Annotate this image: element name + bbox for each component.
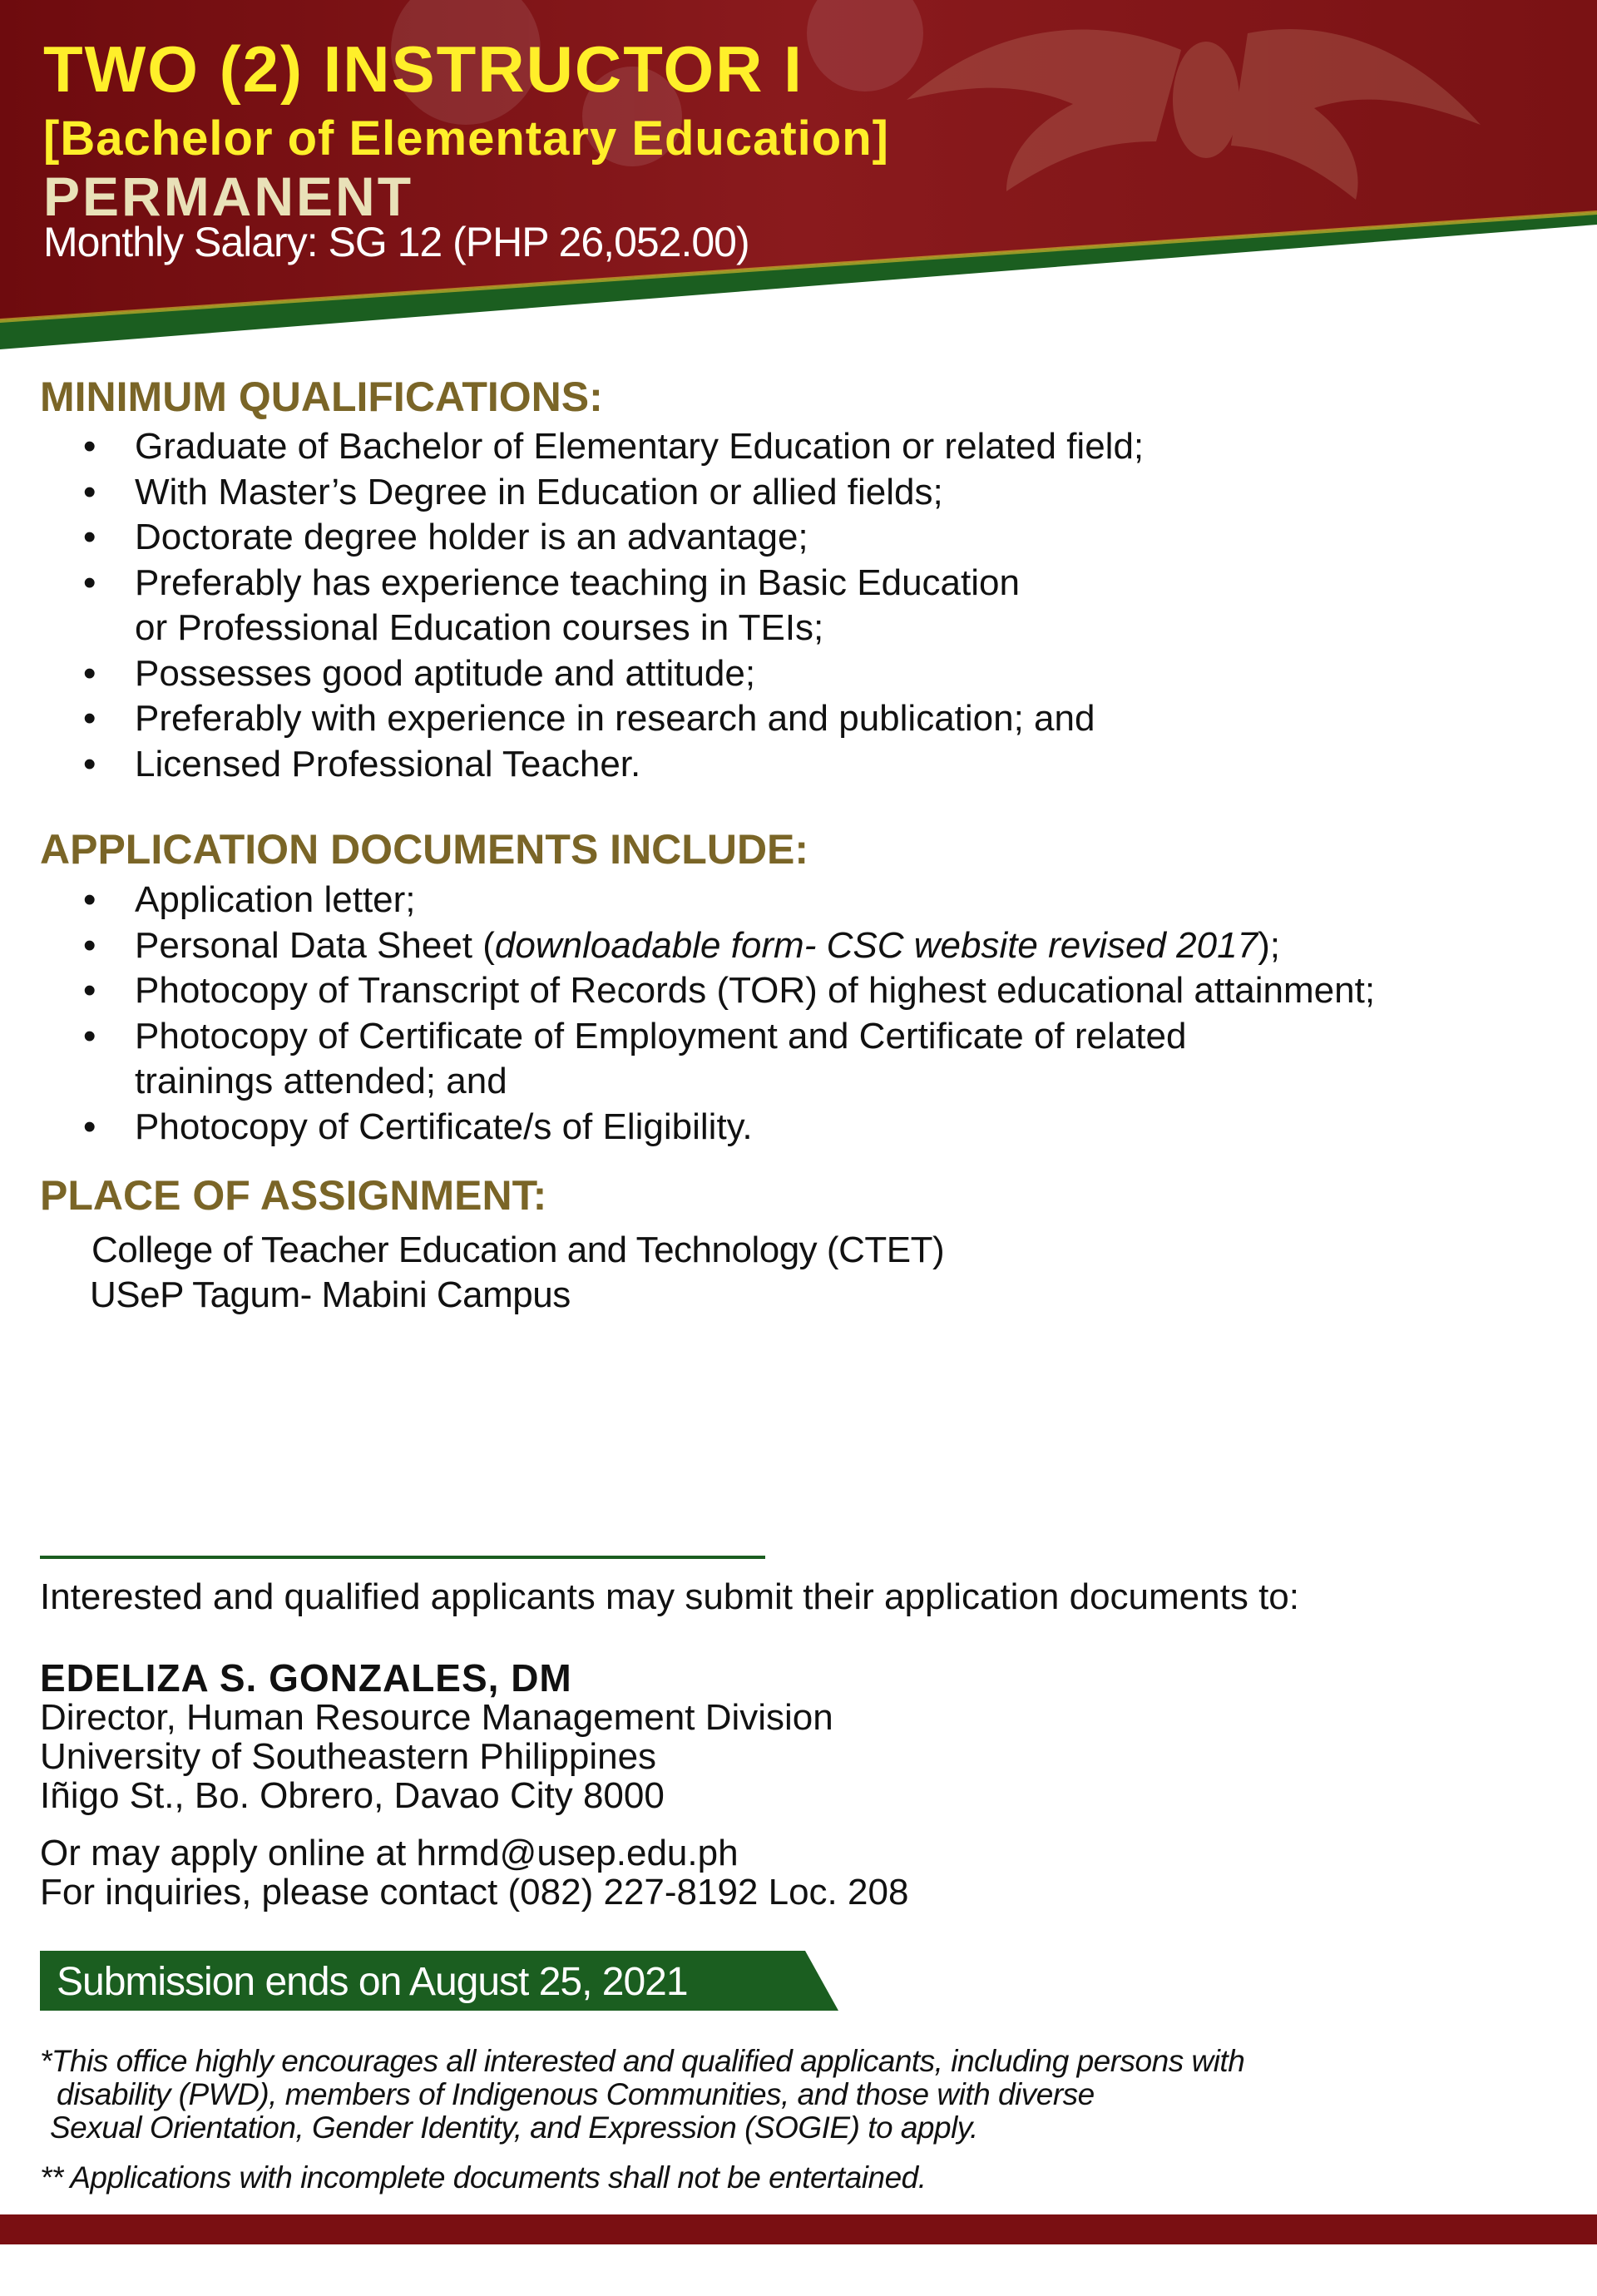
- list-item: • Preferably has experience teaching in Basic Education or Professional Education courses in TEIs;: [83, 561, 1144, 651]
- list-item: • Licensed Professional Teacher.: [83, 742, 1144, 788]
- deadline-banner: [40, 1951, 838, 2011]
- documents-heading: APPLICATION DOCUMENTS INCLUDE:: [40, 826, 809, 873]
- submission-intro: Interested and qualified applicants may submit their application documents to:: [40, 1576, 1299, 1617]
- qualifications-list: [83, 424, 1144, 787]
- assignment-college: College of Teacher Education and Technology (CTET): [91, 1230, 945, 1270]
- contact-address: Iñigo St., Bo. Obrero, Davao City 8000: [40, 1775, 665, 1816]
- divider: [40, 1556, 765, 1559]
- list-item: • With Master’s Degree in Education or allied fields;: [83, 470, 1144, 516]
- assignment-heading: PLACE OF ASSIGNMENT:: [40, 1172, 547, 1219]
- list-item: • Preferably with experience in research and publication; and: [83, 696, 1144, 742]
- list-item: • Possesses good aptitude and attitude;: [83, 651, 1144, 697]
- list-item: • Graduate of Bachelor of Elementary Education or related field;: [83, 424, 1144, 470]
- monthly-salary: Monthly Salary: SG 12 (PHP 26,052.00): [43, 219, 749, 265]
- qualifications-heading: MINIMUM QUALIFICATIONS:: [40, 374, 603, 420]
- list-item: • Application letter;: [83, 878, 1375, 923]
- list-item: • Doctorate degree holder is an advantage;: [83, 515, 1144, 561]
- assignment-campus: USeP Tagum- Mabini Campus: [90, 1274, 571, 1315]
- footer-bar: [0, 2214, 1597, 2244]
- list-item: • Photocopy of Certificate/s of Eligibility.: [83, 1105, 1375, 1150]
- incomplete-documents-note: ** Applications with incomplete documents shall not be entertained.: [40, 2160, 927, 2195]
- header-banner: [0, 0, 1597, 349]
- online-application: Or may apply online at hrmd@usep.edu.ph: [40, 1833, 739, 1873]
- employment-status: PERMANENT: [43, 166, 414, 227]
- list-item: • Photocopy of Certificate of Employment and Certificate of related trainings attended; and: [83, 1014, 1375, 1105]
- contact-university: University of Southeastern Philippines: [40, 1736, 657, 1777]
- inquiry-contact: For inquiries, please contact (082) 227-8192 Loc. 208: [40, 1872, 909, 1913]
- inclusion-note: *This office highly encourages all interested and qualified applicants, including persons with disability (PWD), members of Indigenous Communities, and those with diverse Sexual Orientation, Gender Identity, and Expression (SOGIE) to apply.: [40, 2044, 1245, 2145]
- list-item: • Photocopy of Transcript of Records (TOR) of highest educational attainment;: [83, 968, 1375, 1014]
- job-subtitle: [Bachelor of Elementary Education]: [43, 111, 889, 166]
- contact-name: EDELIZA S. GONZALES, DM: [40, 1656, 572, 1700]
- list-item: • Personal Data Sheet (downloadable form- CSC website revised 2017);: [83, 923, 1375, 969]
- contact-title: Director, Human Resource Management Division: [40, 1697, 833, 1738]
- documents-list: [83, 878, 1375, 1150]
- job-title: TWO (2) INSTRUCTOR I: [43, 32, 803, 106]
- deadline-text: Submission ends on August 25, 2021: [57, 1960, 688, 2004]
